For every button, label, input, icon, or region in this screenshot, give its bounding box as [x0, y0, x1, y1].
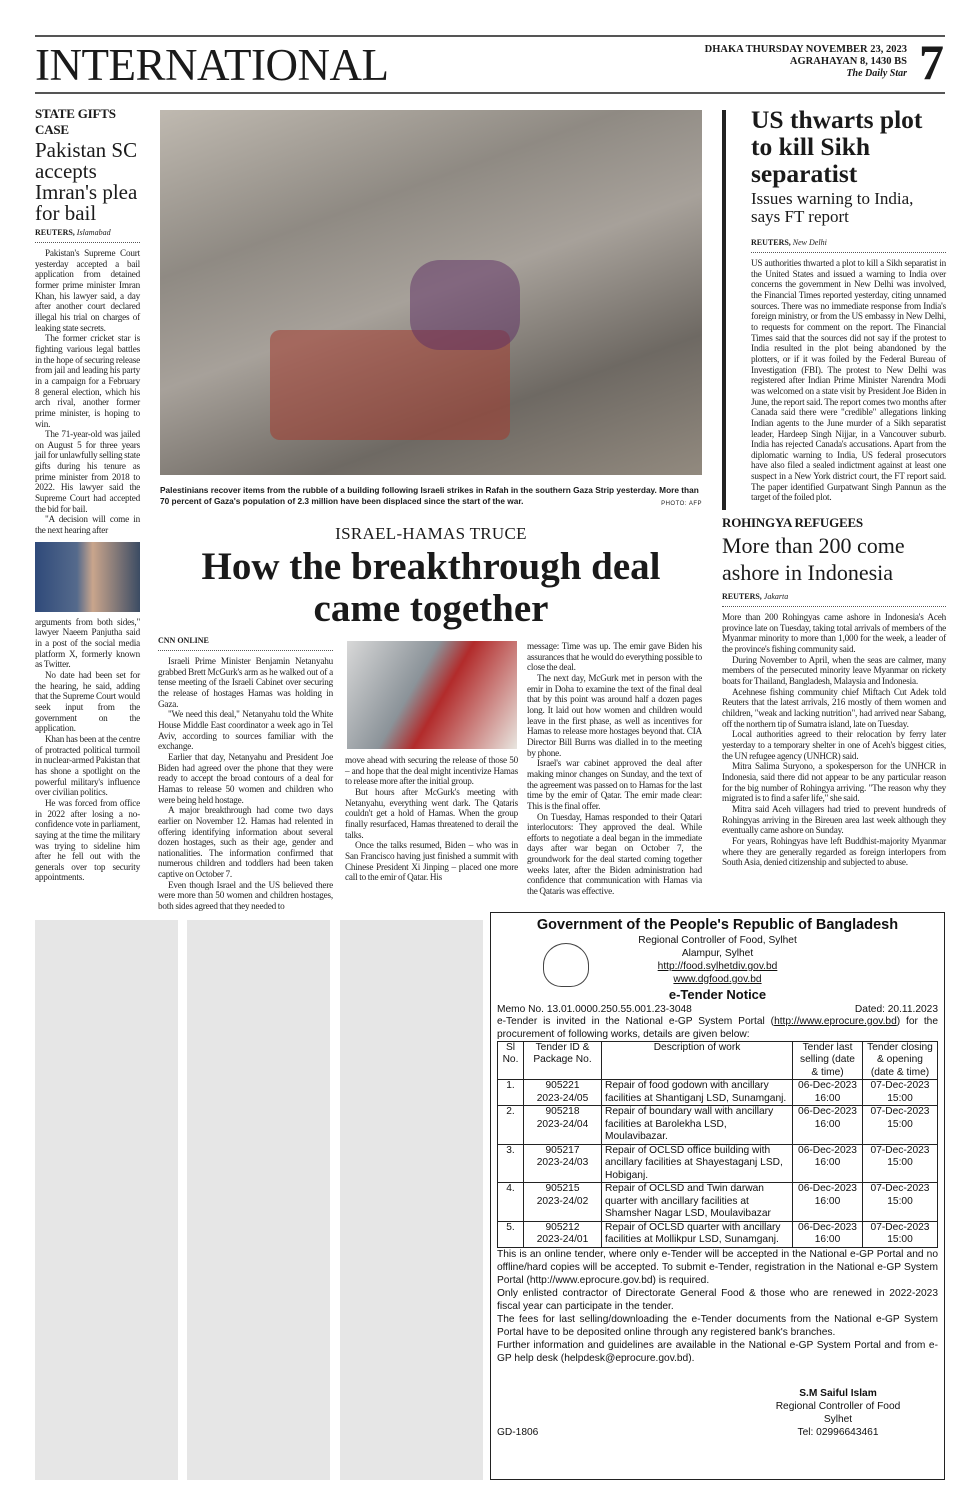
table-row — [498, 1106, 938, 1145]
byline: REUTERS, New Delhi — [751, 238, 946, 253]
last-selling: 06-Dec-2023 16:00 — [793, 1221, 863, 1247]
note: Only enlisted contractor of Directorate General Food & those who are renewed in 2022-2023 fiscal year can participate in the tender. — [497, 1287, 938, 1312]
note: The fees for last selling/downloading the e-Tender documents from the National e-GP System Portal have to be deposited online through any registered bank's branches. — [497, 1313, 938, 1338]
paragraph: On Tuesday, Hamas responded to their Qatari interlocutors: They approved the deal. While efforts to negotiate a deal began in the immediate days after war began on October 7, the groundwork for the deal started coming together weeks later, after the Biden administration had confidence that communication with Hamas via the Qataris was effective. — [527, 811, 702, 897]
last-selling: 06-Dec-2023 16:00 — [793, 1183, 863, 1222]
notice-title: e-Tender Notice — [668, 986, 767, 1002]
story-body — [35, 248, 140, 536]
paragraph: The 71-year-old was jailed on August 5 for three years jail for unlawfully selling state gifts during his tenure as prime minister from 2018 to 2022. His lawyer said the Supreme Court had accepted the bid for bail. — [35, 429, 140, 514]
note: This is an online tender, where only e-Tender will be accepted in the National e-GP Portal and no offline/hard copies will be accepted. To submit e-Tender, registration in the National e-GP System Portal (http://www.eprocure.gov.bd) is required. — [497, 1248, 938, 1286]
paragraph: For years, Rohingyas have left Buddhist-majority Myanmar where they are generally regarded as foreign interlopers from South Asia, denied citizenship and subjected to abuse. — [722, 835, 946, 868]
closing-opening: 07-Dec-2023 15:00 — [863, 1221, 938, 1247]
sl-no: 1. — [498, 1080, 524, 1106]
tender-id: 905212 2023-24/01 — [524, 1221, 602, 1247]
description: Repair of OCLSD quarter with ancillary facilities at Mollikpur LSD, Sunamganj. — [602, 1221, 793, 1247]
photo-credit: PHOTO: AFP — [661, 500, 702, 507]
gaza-rubble-photo — [160, 110, 702, 475]
tender-id: 905215 2023-24/02 — [524, 1183, 602, 1222]
story-column-3 — [527, 641, 702, 897]
paragraph: Khan has been at the centre of protracted political turmoil in nuclear-armed Pakistan that has shone a spotlight on the powerful military's influence over civilian politics. — [35, 733, 140, 798]
column-header: Tender last selling (date & time) — [793, 1041, 863, 1080]
last-selling: 06-Dec-2023 16:00 — [793, 1144, 863, 1183]
ad-space-2 — [187, 920, 330, 1480]
memo-no: Memo No. 13.01.0000.250.55.001.23-3048 — [497, 1003, 692, 1015]
headline: More than 200 come ashore in Indonesia — [722, 533, 905, 586]
date: DHAKA THURSDAY NOVEMBER 23, 2023 — [704, 44, 907, 55]
table-row — [498, 1080, 938, 1106]
table-row — [498, 1183, 938, 1222]
website-link[interactable]: http://food.sylhetdiv.gov.bd — [657, 960, 778, 972]
sl-no: 4. — [498, 1183, 524, 1222]
paragraph: arguments from both sides," lawyer Naeem Panjutha said in a post of the social media platform X, formerly known as Twitter. — [35, 616, 140, 670]
page-number: 7 — [919, 34, 944, 90]
center-column-2 — [345, 641, 518, 883]
office: Regional Controller of Food, Sylhet — [638, 934, 797, 946]
tender-notes — [497, 1248, 938, 1365]
last-selling: 06-Dec-2023 16:00 — [793, 1080, 863, 1106]
paragraph: The next day, McGurk met in person with the emir in Doha to examine the text of the final deal that by this point was around half a dozen pages long. It laid out how women and children would leave in the first phase, as well as incentives for Hamas to release more hostages beyond that. CIA Director Bill Burns was dialled in to the meeting by phone. — [527, 672, 702, 758]
date: Dated: 20.11.2023 — [854, 1003, 938, 1015]
kicker: ISRAEL-HAMAS TRUCE — [335, 524, 527, 543]
story-column-1 — [158, 656, 333, 912]
rohingya-story — [722, 515, 946, 868]
tender-notice — [490, 912, 945, 1480]
description: Repair of food godown with ancillary facilities at Shantiganj LSD, Sunamganj. — [602, 1080, 793, 1106]
paragraph: Earlier that day, Netanyahu and President Joe Biden had agreed over the phone that they were ready to accept the broad contours of a deal for Hamas to release 50 women and children who were being held hostage. — [158, 751, 333, 805]
paragraph: More than 200 Rohingyas came ashore in Indonesia's Aceh province late on Tuesday, taking total arrivals of members of the Myanmar minority to more than 1,000 for the week, a leader of the province's fishing community said. — [722, 612, 946, 655]
kicker: ROHINGYA REFUGEES — [722, 515, 863, 531]
subhead: Issues warning to India, says FT report — [751, 189, 914, 226]
column-header: Sl No. — [498, 1041, 524, 1080]
intro: e-Tender is invited in the National e-GP System Portal (http://www.eprocure.gov.bd) for the procurement of following works, details are given below: — [497, 1015, 938, 1040]
headline: US thwarts plot to kill Sikh separatist — [751, 105, 923, 188]
note: Further information and guidelines are available in the National e-GP System Portal and from e-GP help desk (helpdesk@eprocure.gov.bd). — [497, 1339, 938, 1364]
closing-opening: 07-Dec-2023 15:00 — [863, 1183, 938, 1222]
tender-id: 905218 2023-24/04 — [524, 1106, 602, 1145]
last-selling: 06-Dec-2023 16:00 — [793, 1106, 863, 1145]
paper-logo: The Daily Star — [846, 68, 907, 79]
ad-code: GD-1806 — [497, 1426, 539, 1438]
ad-space-1 — [35, 920, 178, 1480]
byline: REUTERS, Jakarta — [722, 592, 946, 607]
column-header: Tender ID & Package No. — [524, 1041, 602, 1080]
imran-khan-photo — [35, 542, 140, 612]
hostage-photo — [347, 641, 517, 749]
tender-title: Government of the People's Republic of Bangladesh — [536, 916, 899, 933]
closing-opening: 07-Dec-2023 15:00 — [863, 1106, 938, 1145]
description: Repair of OCLSD and Twin darwan quarter with ancillary facilities at Shamsher Nagar LSD, Moulavibazar — [602, 1183, 793, 1222]
signature-block: S.M Saiful Islam Regional Controller of Food Sylhet Tel: 02996643461 — [775, 1387, 901, 1438]
description: Repair of boundary wall with ancillary facilities at Barolekha LSD, Moulavibazar. — [602, 1106, 793, 1145]
paragraph: Pakistan's Supreme Court yesterday accepted a bail application from detained former prime minister Imran Khan, his lawyer said, a day after another court declared illegal his trial on charges of leaking state secrets. — [35, 248, 140, 333]
byline: CNN ONLINE — [158, 636, 333, 651]
sl-no: 2. — [498, 1106, 524, 1145]
sl-no: 5. — [498, 1221, 524, 1247]
ad-space-3 — [340, 920, 483, 1480]
tender-footer — [497, 1387, 938, 1439]
paragraph: Even though Israel and the US believed there were more than 50 women and children hostages, both sides agreed that they needed to — [158, 879, 333, 912]
address: Alampur, Sylhet — [681, 947, 754, 959]
paragraph: Acehnese fishing community chief Miftach Cut Adek told Reuters that the latest arrivals, 216 mostly of them women and children, "weak and lacking nutrition", had arrived near Sabang, off the northern tip of Sumatra island, late on Tuesday. — [722, 686, 946, 729]
kicker: STATE GIFTS CASE — [35, 106, 116, 137]
right-column — [722, 106, 946, 868]
byline: REUTERS, Islamabad — [35, 228, 140, 243]
column-header: Tender closing & opening (date & time) — [863, 1041, 938, 1080]
left-story — [35, 106, 140, 883]
paragraph: A major breakthrough had come two days earlier on November 12. Hamas had relented in offering identifying information about several dozen hostages, such as their age, gender and nationalities. The information confirmed that numerous children and toddlers had been taken captive on October 7. — [158, 805, 333, 880]
tender-table — [497, 1041, 938, 1248]
photo-caption: Palestinians recover items from the rubble of a building following Israeli strikes in Rafah in the southern Gaza Strip yesterday. More than 70 percent of Gaza's population of 2.3 million have been displaced since the start of the war. PHOTO: AFP — [160, 485, 702, 509]
story-column-2 — [345, 755, 518, 883]
paragraph: Mitra Salima Suryono, a spokesperson for the UNHCR in Indonesia, said there did not appear to be any particular reason for the big number of Rohingya arriving. "The reason why they migrated is to find a safer life," she said. — [722, 761, 946, 804]
paragraph: move ahead with securing the release of those 50 – and hope that the deal might incentivize Hamas to release more after the initial group. — [345, 755, 518, 787]
paragraph: But hours after McGurk's meeting with Netanyahu, everything went dark. The Qataris couldn't get a hold of Hamas. When the group finally resurfaced, Hamas threatened to derail the talks. — [345, 786, 518, 840]
sl-no: 3. — [498, 1144, 524, 1183]
description: Repair of OCLSD office building with ancillary facilities at Shayestaganj LSD, Hobiganj. — [602, 1144, 793, 1183]
headline: Pakistan SC accepts Imran's plea for bail — [35, 138, 138, 225]
eprocure-link[interactable]: http://www.eprocure.gov.bd — [774, 1015, 897, 1027]
headline: How the breakthrough deal came together — [201, 545, 661, 630]
right-story — [722, 106, 946, 503]
bengali-date: AGRAHAYAN 8, 1430 BS — [789, 56, 907, 67]
closing-opening: 07-Dec-2023 15:00 — [863, 1080, 938, 1106]
paragraph: Israeli Prime Minister Benjamin Netanyahu grabbed Brett McGurk's arm as he walked out of a tense meeting of the Israeli Cabinet over securing the release of hostages Hamas was holding in Gaza. — [158, 656, 333, 709]
paragraph: Local authorities agreed to their relocation by ferry later yesterday to a temporary shelter in one of Aceh's biggest cities, the UN refugee agency (UNHCR) said. — [722, 729, 946, 761]
paragraph: He was forced from office in 2022 after losing a no-confidence vote in parliament, saying at the time the military was trying to sideline him after he fell out with the generals over top security appointments. — [35, 797, 140, 883]
center-column-1 — [158, 636, 333, 912]
paragraph: Once the talks resumed, Biden – who was in San Francisco having just finished a summit with Chinese President Xi Jinping – placed one more call to the emir of Qatar. His — [345, 840, 518, 883]
center-story-head — [160, 524, 702, 630]
table-row — [498, 1144, 938, 1183]
dateline — [705, 44, 907, 80]
paragraph: The former cricket star is fighting various legal battles in the hope of securing release from jail and leading his party in a campaign for a February 8 general election, which his arch rival, another former prime minister, is hoping to win. — [35, 333, 140, 429]
paragraph: Mitra said Aceh villagers had tried to prevent hundreds of Rohingyas arriving in the Bireuen area last week although they eventually came ashore on Sunday. — [722, 803, 946, 836]
section-title: INTERNATIONAL — [35, 40, 389, 90]
story-body-continued — [35, 617, 140, 883]
paragraph: Israel's war cabinet approved the deal after making minor changes on Sunday, and the text of the agreement was passed on to Hamas for the last time by the emir of Qatar. The emir made clear: This is the final offer. — [527, 758, 702, 811]
top-rule — [35, 35, 945, 37]
header-rule — [35, 92, 945, 94]
ministry-seal-icon — [543, 943, 589, 987]
paragraph: message: Time was up. The emir gave Biden his assurances that he would do everything possible to close the deal. — [527, 641, 702, 673]
story-body: US authorities thwarted a plot to kill a Sikh separatist in the United States and issued a warning to India over concerns the government in New Delhi was involved, the Financial Times reported yesterday, citing unnamed sources. There was no immediate response from India's foreign ministry, or from the US embassy in New Delhi, to requests for comment on the report. The Financial Times said that the sources did not say if the protest to India resulted in the plot being abandoned by the plotters, or if it was foiled by the Federal Bureau of Investigation (FBI). The protest to New Delhi was registered after Indian Prime Minister Narendra Modi was welcomed on a state visit by President Joe Biden in June, the report said. The report comes two months after Canada said there were "credible" allegations linking Indian agents to the June murder of a Sikh separatist leader, Hardeep Singh Nijjar, in a Vancouver suburb. India has rejected Canada's accusations. Apart from the diplomatic warning to India, US federal prosecutors have also filed a sealed indictment against at least one suspect in a New York district court, the FT report said. The paper identified Gurpatwant Singh Pannun as the target of the foiled plot. — [751, 258, 946, 503]
table-row — [498, 1221, 938, 1247]
column-header: Description of work — [602, 1041, 793, 1080]
paragraph: "We need this deal," Netanyahu told the White House Middle East coordinator a week ago in Tel Aviv, according to sources familiar with the exchange. — [158, 709, 333, 752]
closing-opening: 07-Dec-2023 15:00 — [863, 1144, 938, 1183]
tender-id: 905221 2023-24/05 — [524, 1080, 602, 1106]
dgfood-link[interactable]: www.dgfood.gov.bd — [673, 973, 762, 985]
paragraph: During November to April, when the seas are calmer, many members of the persecuted minority leave Myanmar on rickety boats for Thailand, Bangladesh, Malaysia and Indonesia. — [722, 654, 946, 687]
story-body — [722, 612, 946, 868]
paragraph: "A decision will come in the next hearing after — [35, 514, 140, 536]
paragraph: No date had been set for the hearing, he said, adding that the Supreme Court would seek input from the government on the application. — [35, 670, 140, 734]
tender-id: 905217 2023-24/03 — [524, 1144, 602, 1183]
